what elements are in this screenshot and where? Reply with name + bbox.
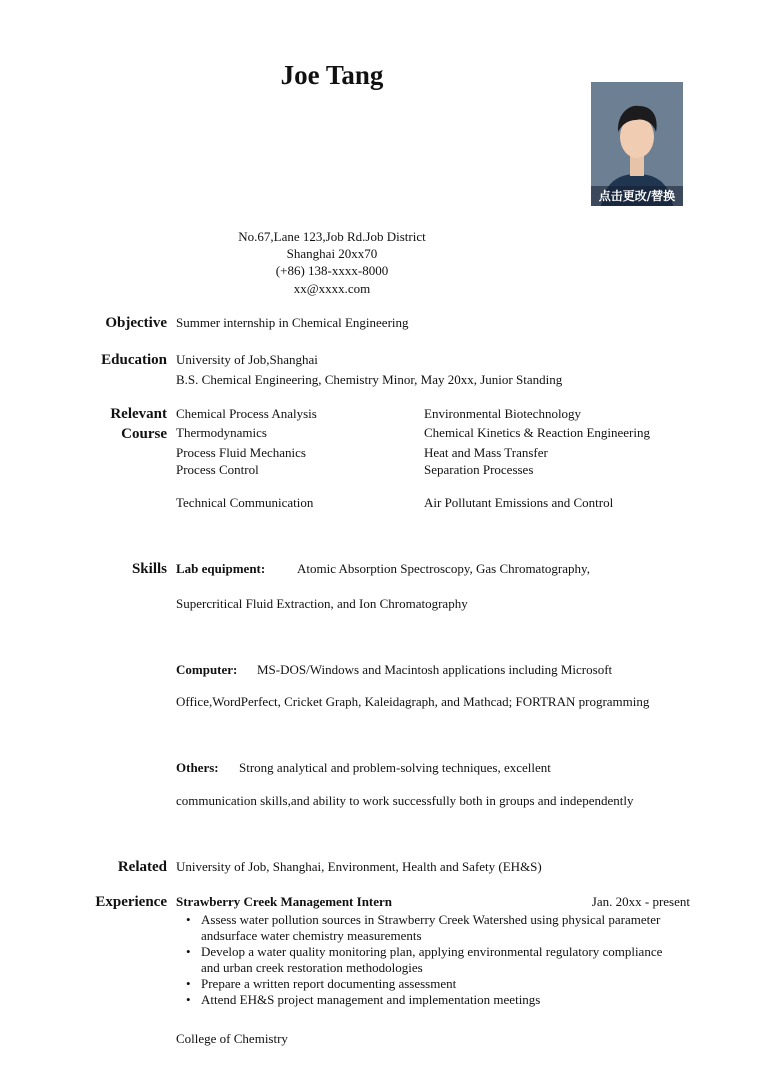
course-item: Process Control [176, 462, 259, 477]
course-label: Course [121, 426, 167, 442]
objective-label: Objective [105, 315, 167, 331]
skill-text: Office,WordPerfect, Cricket Graph, Kaleidagraph, and Mathcad; FORTRAN programming [176, 694, 650, 709]
next-experience-org: College of Chemistry [176, 1031, 288, 1046]
resume-name: Joe Tang [280, 60, 384, 90]
course-item: Thermodynamics [176, 425, 267, 440]
bullet-icon: • [186, 912, 191, 927]
experience-org: University of Job, Shanghai, Environment, Health and Safety (EH&S) [176, 859, 542, 874]
education-line: B.S. Chemical Engineering, Chemistry Minor, May 20xx, Junior Standing [176, 372, 563, 387]
education-line: University of Job,Shanghai [176, 352, 318, 367]
profile-photo[interactable] [591, 82, 683, 206]
email-line: xx@xxxx.com [293, 281, 371, 296]
list-item: • Prepare a written report documenting assessment [186, 976, 457, 991]
experience-label: Related [117, 859, 167, 875]
course-item: Air Pollutant Emissions and Control [424, 495, 614, 510]
phone-line: (+86) 138-xxxx-8000 [275, 263, 389, 278]
address-line: Shanghai 20xx70 [286, 246, 378, 261]
bullet-icon: • [186, 944, 191, 959]
bullet-icon: • [186, 992, 191, 1007]
experience-date: Jan. 20xx - present [591, 894, 690, 909]
course-item: Separation Processes [424, 462, 534, 477]
skill-category-title: Computer: [176, 662, 238, 677]
photo-replace-caption[interactable]: 点击更改/替换 [591, 186, 683, 206]
skill-text: Strong analytical and problem-solving techniques, excellent [239, 760, 551, 775]
bullet-icon: • [186, 976, 191, 991]
skills-label: Skills [131, 561, 167, 577]
course-item: Chemical Kinetics & Reaction Engineering [424, 425, 650, 440]
course-item: Chemical Process Analysis [176, 406, 317, 421]
skill-category-title: Lab equipment: [176, 561, 266, 576]
course-item: Process Fluid Mechanics [176, 445, 306, 460]
list-item: • Attend EH&S project management and implementation meetings [186, 992, 541, 1007]
skill-text: Supercritical Fluid Extraction, and Ion Chromatography [176, 596, 468, 611]
course-item: Technical Communication [176, 495, 314, 510]
objective-text: Summer internship in Chemical Engineering [176, 315, 409, 330]
list-item: and urban creek restoration methodologies [201, 960, 423, 975]
course-item: Heat and Mass Transfer [424, 445, 548, 460]
education-label: Education [101, 352, 167, 368]
skill-text: Atomic Absorption Spectroscopy, Gas Chromatography, [297, 561, 590, 576]
skill-text: MS-DOS/Windows and Macintosh applications including Microsoft [257, 662, 613, 677]
list-item: • Develop a water quality monitoring plan, applying environmental regulatory compliance [186, 944, 663, 959]
experience-label: Experience [95, 894, 167, 910]
course-label: Relevant [110, 406, 167, 422]
experience-bullets [176, 912, 696, 1008]
address-line: No.67,Lane 123,Job Rd.Job District [238, 229, 426, 244]
list-item: • Assess water pollution sources in Strawberry Creek Watershed using physical parameter [186, 912, 661, 927]
experience-role: Strawberry Creek Management Intern [176, 894, 393, 909]
course-item: Environmental Biotechnology [424, 406, 582, 421]
skill-text: communication skills,and ability to work successfully both in groups and independently [176, 793, 634, 808]
list-item: andsurface water chemistry measurements [201, 928, 422, 943]
skill-category-title: Others: [176, 760, 219, 775]
